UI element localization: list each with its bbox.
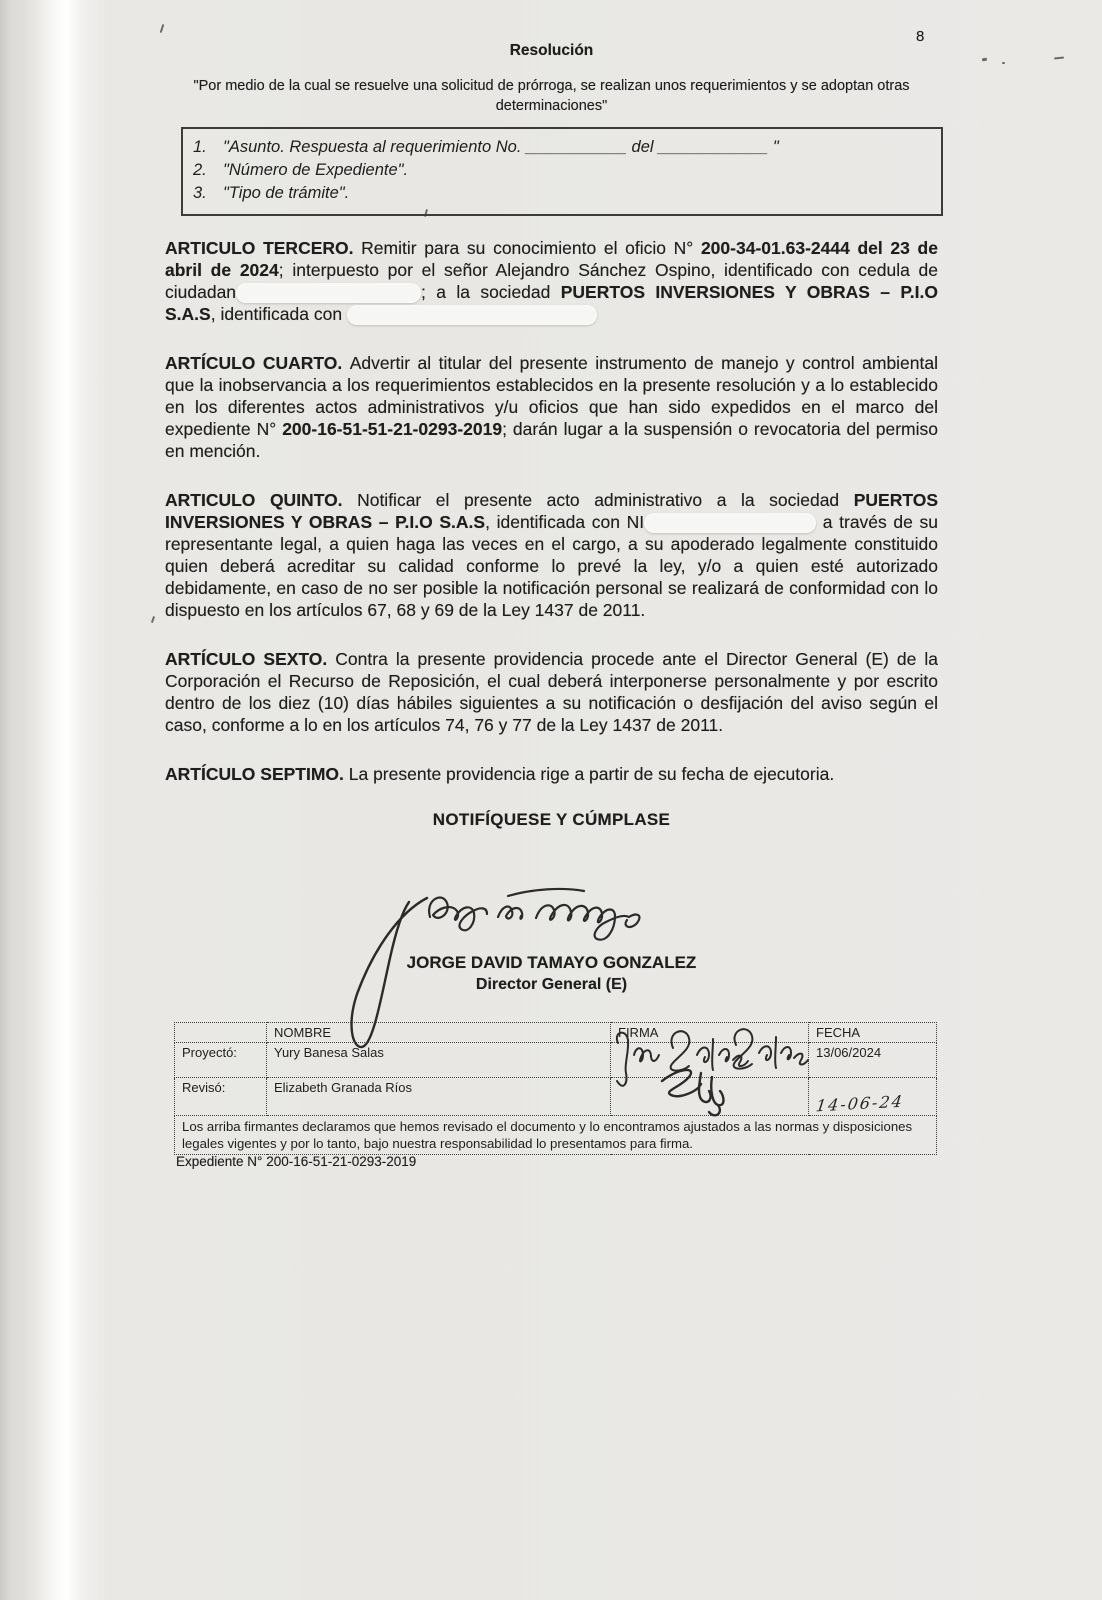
article-body-text: ; a la sociedad bbox=[421, 282, 561, 302]
approval-header-nombre: NOMBRE bbox=[267, 1023, 611, 1043]
article-body-text: , identificada con bbox=[210, 304, 347, 324]
article-heading-text: 200-16-51-51-21-0293-2019 bbox=[282, 419, 503, 439]
article-heading-text: ARTÍCULO SEPTIMO. bbox=[165, 764, 349, 784]
proyecto-fecha: 13/06/2024 bbox=[809, 1043, 937, 1078]
article-heading-text: ARTÍCULO CUARTO. bbox=[165, 353, 350, 373]
scan-speck bbox=[982, 58, 987, 62]
scan-speck bbox=[151, 616, 155, 623]
approval-declaration-row bbox=[175, 1116, 937, 1155]
subject-list bbox=[193, 136, 931, 205]
approval-table bbox=[174, 1022, 937, 1155]
redaction-box bbox=[347, 305, 597, 325]
article-body-text: Notificar el presente acto administrativo a la sociedad bbox=[357, 490, 854, 510]
article-paragraph bbox=[165, 352, 938, 462]
proyecto-name: Yury Banesa Salas bbox=[267, 1043, 611, 1078]
signatory-name: JORGE DAVID TAMAYO GONZALEZ bbox=[406, 953, 697, 972]
approval-row-proyecto bbox=[175, 1043, 937, 1078]
subject-list-box bbox=[181, 127, 943, 216]
scan-speck bbox=[1054, 56, 1064, 59]
article-body-text: , identificada con NI bbox=[485, 512, 645, 532]
document-title: Resolución bbox=[509, 42, 594, 59]
scan-speck bbox=[160, 24, 165, 33]
reviso-label: Revisó: bbox=[175, 1078, 267, 1116]
page-number: 8 bbox=[916, 28, 925, 45]
article-body-text: La presente providencia rige a partir de su fecha de ejecutoria. bbox=[348, 764, 835, 784]
article-heading-text: 200-34-01.63-2444 del 23 de abril de 2024 bbox=[165, 238, 938, 280]
list-item-number: 2. bbox=[193, 161, 207, 179]
proyecto-firma-cell bbox=[611, 1043, 809, 1078]
article-body-text: Remitir para su conocimiento el oficio N° bbox=[361, 238, 701, 258]
approval-header-row bbox=[175, 1023, 937, 1043]
reviso-fecha bbox=[809, 1078, 937, 1116]
article-body-text: Contra la presente providencia procede ante el Director General (E) de la Corporación el Recurso de Reposición, el cual deberá interponerse personalmente y por escrito dentro de los diez (10) días hábiles siguientes a su notificación o desfijación del aviso según el caso, conforme a lo en los artículos 74, 76 y 77 de la Ley 1437 de 2011. bbox=[165, 649, 938, 735]
declaration-text: Los arriba firmantes declaramos que hemos revisado el documento y lo encontramos ajustados a las normas y disposiciones legales vigentes y por lo tanto, bajo nuestra responsabilidad lo presentamos para firma. bbox=[175, 1116, 937, 1155]
redaction-box bbox=[236, 283, 421, 303]
reviso-name: Elizabeth Granada Ríos bbox=[267, 1078, 611, 1116]
list-item-number: 3. bbox=[193, 184, 207, 202]
list-item-text: "Asunto. Respuesta al requerimiento No. ___________ del ____________ " bbox=[223, 138, 779, 156]
signatory-title: Director General (E) bbox=[475, 976, 628, 993]
approval-header-firma: FIRMA bbox=[611, 1023, 809, 1043]
list-item-number: 1. bbox=[193, 138, 207, 156]
document-subtitle: "Por medio de la cual se resuelve una solicitud de prórroga, se realizan unos requerimientos y se adoptan otras determinaciones" bbox=[193, 78, 910, 114]
reviso-firma-cell bbox=[611, 1078, 809, 1116]
subject-list-item bbox=[193, 182, 931, 205]
article-heading-text: ARTICULO TERCERO. bbox=[165, 238, 362, 258]
list-item-text: "Número de Expediente". bbox=[223, 161, 409, 179]
expediente-number: Expediente N° 200-16-51-21-0293-2019 bbox=[176, 1154, 417, 1169]
article-heading-text: ARTICULO QUINTO. bbox=[165, 490, 358, 510]
handwritten-date: 14-06-24 bbox=[814, 1091, 906, 1116]
redaction-box bbox=[644, 513, 816, 533]
proyecto-label: Proyectó: bbox=[175, 1043, 267, 1078]
article-paragraph bbox=[165, 763, 938, 785]
subject-list-item bbox=[193, 159, 931, 182]
article-paragraph bbox=[165, 237, 938, 325]
approval-row-reviso bbox=[175, 1078, 937, 1116]
scan-speck bbox=[1002, 62, 1005, 64]
closing-order: NOTIFÍQUESE Y CÚMPLASE bbox=[432, 810, 671, 829]
approval-header-fecha: FECHA bbox=[809, 1023, 937, 1043]
article-body-text: ; interpuesto por el señor Alejandro Sánchez Ospino, identificado con cedula de ciudadan bbox=[165, 260, 938, 302]
approval-header-role bbox=[175, 1023, 267, 1043]
article-body-text: a través de su representante legal, a quien haga las veces en el cargo, a su apoderado legalmente constituido quien deberá acreditar su calidad conforme lo prevé la ley, y/o a quien esté autorizado debidamente, en caso de no ser posible la notificación personal se realizará de conformidad con lo dispuesto en los artículos 67, 68 y 69 de la Ley 1437 de 2011. bbox=[165, 512, 939, 620]
subject-list-item bbox=[193, 136, 931, 159]
article-body-text: Advertir al titular del presente instrumento de manejo y control ambiental que la inobservancia a los requerimientos establecidos en la presente resolución y a lo establecido en los diferentes actos administrativos y/u oficios que han sido expedidos en el marco del expediente N° bbox=[165, 353, 939, 439]
article-body-text: ; darán lugar a la suspensión o revocatoria del permiso en mención. bbox=[165, 419, 938, 461]
article-heading-text: ARTÍCULO SEXTO. bbox=[165, 649, 336, 669]
article-paragraph bbox=[165, 648, 938, 736]
article-heading-text: PUERTOS INVERSIONES Y OBRAS – P.I.O S.A.S bbox=[165, 490, 938, 532]
article-paragraph bbox=[165, 489, 938, 621]
article-heading-text: PUERTOS INVERSIONES Y OBRAS – P.I.O S.A.S bbox=[165, 282, 938, 324]
list-item-text: "Tipo de trámite". bbox=[223, 184, 350, 202]
resolution-articles bbox=[165, 237, 938, 812]
